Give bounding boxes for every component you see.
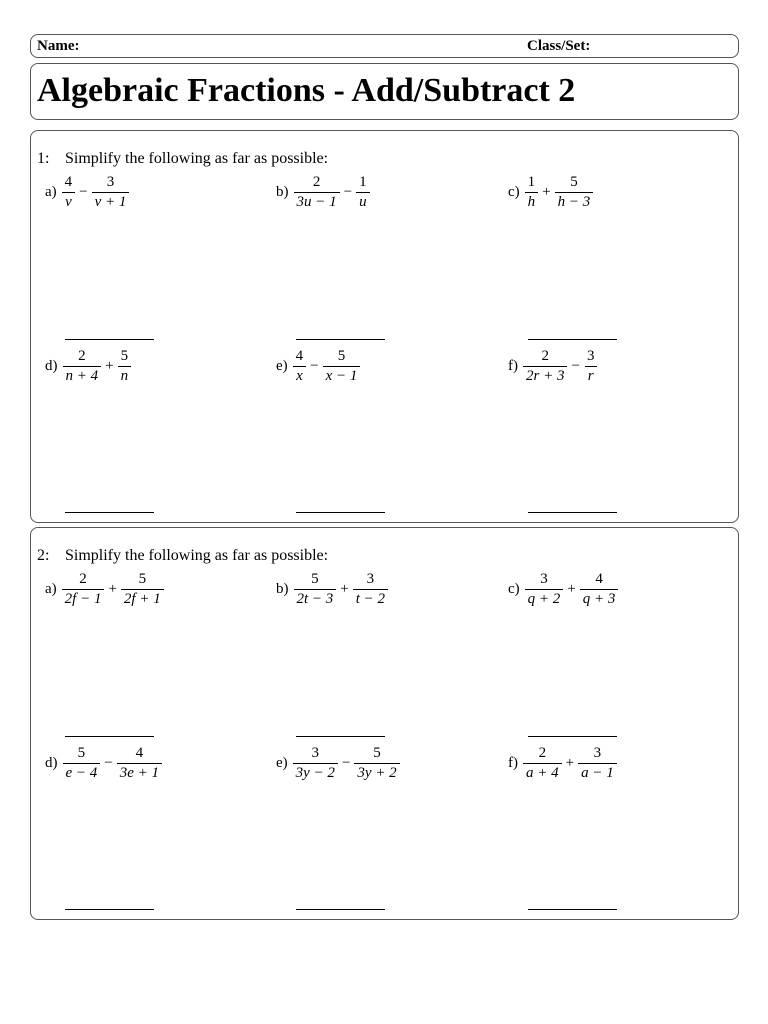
class-set-label: Class/Set: — [527, 38, 591, 54]
answer-line[interactable] — [528, 512, 617, 513]
fraction — [294, 571, 337, 608]
fraction — [118, 348, 132, 385]
question-heading — [37, 547, 328, 565]
fraction — [584, 348, 598, 385]
fraction — [354, 745, 399, 782]
question-section-2 — [30, 527, 739, 920]
denominator: r — [585, 366, 597, 385]
problem-label: d) — [45, 755, 58, 771]
question-number: 2: — [37, 547, 50, 564]
question-section-1 — [30, 130, 739, 523]
numerator: 5 — [120, 348, 129, 364]
fraction — [523, 348, 567, 385]
numerator: 2 — [541, 348, 549, 364]
numerator: 5 — [77, 745, 86, 761]
numerator: 3 — [106, 174, 115, 190]
denominator: h — [525, 192, 539, 211]
denominator: n — [118, 366, 132, 385]
numerator: 1 — [527, 174, 536, 190]
numerator: 5 — [138, 571, 147, 587]
denominator: h − 3 — [555, 192, 594, 211]
question-heading — [37, 150, 328, 168]
answer-line[interactable] — [65, 909, 154, 910]
denominator: x — [293, 366, 306, 385]
fraction — [525, 571, 564, 608]
denominator: q + 3 — [580, 589, 619, 608]
problem-2b — [276, 571, 390, 608]
denominator: t − 2 — [353, 589, 388, 608]
denominator: 2f + 1 — [121, 589, 164, 608]
denominator: 3y − 2 — [293, 763, 338, 782]
denominator: 3y + 2 — [354, 763, 399, 782]
denominator: u — [356, 192, 370, 211]
denominator: 3e + 1 — [117, 763, 162, 782]
numerator: 5 — [373, 745, 381, 761]
problem-label: c) — [508, 581, 520, 597]
denominator: a + 4 — [523, 763, 562, 782]
denominator: a − 1 — [578, 763, 617, 782]
fraction — [293, 745, 338, 782]
denominator: x − 1 — [323, 366, 361, 385]
operator: − — [341, 755, 351, 771]
operator: + — [105, 358, 114, 374]
operator: + — [567, 581, 576, 597]
denominator: 3u − 1 — [294, 192, 340, 211]
denominator: 2f − 1 — [62, 589, 105, 608]
numerator: 4 — [595, 571, 603, 587]
problem-label: b) — [276, 581, 289, 597]
denominator: 2r + 3 — [523, 366, 567, 385]
problem-label: a) — [45, 581, 57, 597]
denominator: q + 2 — [525, 589, 564, 608]
operator: − — [79, 184, 88, 200]
numerator: 2 — [312, 174, 321, 190]
name-label: Name: — [37, 38, 80, 54]
name-class-box — [30, 34, 739, 58]
denominator: e − 4 — [63, 763, 101, 782]
numerator: 1 — [359, 174, 367, 190]
problem-2d — [45, 745, 164, 782]
operator: + — [565, 755, 575, 771]
denominator: 2t − 3 — [294, 589, 337, 608]
fraction — [580, 571, 619, 608]
numerator: 3 — [540, 571, 548, 587]
problem-label: d) — [45, 358, 58, 374]
numerator: 3 — [311, 745, 320, 761]
problem-label: f) — [508, 358, 518, 374]
operator: + — [340, 581, 349, 597]
problem-label: a) — [45, 184, 57, 200]
problem-1d — [45, 348, 133, 385]
operator: − — [104, 755, 113, 771]
fraction — [523, 745, 562, 782]
fraction — [293, 348, 307, 385]
answer-line[interactable] — [65, 736, 154, 737]
fraction — [578, 745, 617, 782]
operator: + — [108, 581, 117, 597]
fraction — [555, 174, 594, 211]
answer-line[interactable] — [296, 909, 385, 910]
problem-label: e) — [276, 755, 288, 771]
problem-label: c) — [508, 184, 520, 200]
answer-line[interactable] — [296, 339, 385, 340]
numerator: 2 — [78, 348, 86, 364]
numerator: 3 — [586, 348, 595, 364]
problem-1b — [276, 174, 372, 211]
title-box — [30, 63, 739, 120]
fraction — [63, 348, 102, 385]
operator: − — [571, 358, 580, 374]
numerator: 3 — [593, 745, 602, 761]
problem-2e — [276, 745, 402, 782]
question-instruction: Simplify the following as far as possible: — [65, 547, 329, 564]
fraction — [117, 745, 162, 782]
numerator: 3 — [366, 571, 375, 587]
problem-1a — [45, 174, 131, 211]
numerator: 4 — [64, 174, 73, 190]
answer-line[interactable] — [65, 339, 154, 340]
fraction — [62, 174, 76, 211]
operator: + — [542, 184, 551, 200]
problem-label: f) — [508, 755, 518, 771]
problem-label: b) — [276, 184, 289, 200]
numerator: 2 — [538, 745, 547, 761]
fraction — [525, 174, 539, 211]
numerator: 2 — [79, 571, 87, 587]
fraction — [323, 348, 361, 385]
problem-2f — [508, 745, 619, 782]
denominator: v + 1 — [92, 192, 130, 211]
problem-2c — [508, 571, 620, 608]
problem-1e — [276, 348, 362, 385]
fraction — [353, 571, 388, 608]
fraction — [294, 174, 340, 211]
operator: − — [310, 358, 319, 374]
answer-line[interactable] — [528, 909, 617, 910]
operator: − — [343, 184, 353, 200]
fraction — [63, 745, 101, 782]
numerator: 4 — [295, 348, 304, 364]
denominator: n + 4 — [63, 366, 102, 385]
question-number: 1: — [37, 150, 50, 167]
page-title: Algebraic Fractions - Add/Subtract 2 — [37, 72, 576, 109]
numerator: 5 — [570, 174, 578, 190]
numerator: 5 — [311, 571, 319, 587]
answer-line[interactable] — [296, 512, 385, 513]
fraction — [92, 174, 130, 211]
denominator: v — [62, 192, 75, 211]
problem-1f — [508, 348, 599, 385]
problem-1c — [508, 174, 595, 211]
numerator: 5 — [337, 348, 346, 364]
fraction — [356, 174, 370, 211]
answer-line[interactable] — [528, 339, 617, 340]
fraction — [121, 571, 164, 608]
question-instruction: Simplify the following as far as possible: — [65, 150, 329, 167]
numerator: 4 — [135, 745, 144, 761]
answer-line[interactable] — [296, 736, 385, 737]
answer-line[interactable] — [65, 512, 154, 513]
problem-label: e) — [276, 358, 288, 374]
fraction — [62, 571, 105, 608]
problem-2a — [45, 571, 166, 608]
answer-line[interactable] — [528, 736, 617, 737]
